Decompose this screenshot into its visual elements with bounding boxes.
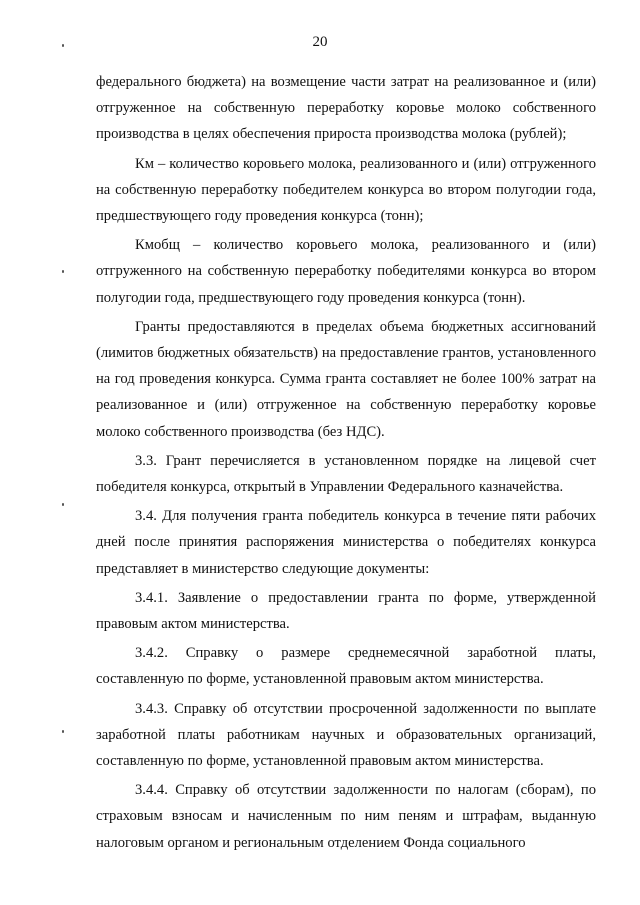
paragraph: 3.4.1. Заявление о предоставлении гранта по форме, утвержденной правовым актом министерства.: [96, 589, 596, 633]
paragraph: Км – количество коровьего молока, реализованного и (или) отгруженного на собственную переработку победителем конкурса во втором полугодии года, предшествующего году проведения конкурса (тонн);: [96, 155, 596, 225]
paragraph: федерального бюджета) на возмещение части затрат на реализованное и (или) отгруженное на собственную переработку коровье молоко собственного производства в целях обеспечения прироста производства молока (рублей);: [96, 74, 596, 143]
paragraph: 3.4.2. Справку о размере среднемесячной заработной платы, составленную по форме, установленной правовым актом министерства.: [96, 645, 596, 688]
paragraph: 3.4. Для получения гранта победитель конкурса в течение пяти рабочих дней после принятия распоряжения министерства о победителях конкурса представляет в министерство следующие документы:: [96, 508, 596, 577]
paragraph: Кмобщ – количество коровьего молока, реализованного и (или) отгруженного на собственную переработку победителями конкурса во втором полугодии года, предшествующего году проведения конкурса (тонн).: [96, 237, 596, 306]
scan-margin-mark: [62, 270, 64, 273]
paragraph: 3.4.4. Справку об отсутствии задолженности по налогам (сборам), по страховым взносам и начисленным по ним пеням и штрафам, выданную налоговым органом и региональным отделением Фонда социального: [96, 782, 596, 851]
paragraph: 3.4.3. Справку об отсутствии просроченной задолженности по выплате заработной платы работникам научных и образовательных организаций, составленную по форме, установленной правовым актом министерства.: [96, 700, 596, 770]
paragraph: Гранты предоставляются в пределах объема бюджетных ассигнований (лимитов бюджетных обязательств) на предоставление грантов, установленного на год проведения конкурса. Сумма гранта составляет не более 100% затрат на реализованное и (или) отгруженное на собственную переработку коровье молоко собственного производства (без НДС).: [96, 318, 596, 440]
document-body: [96, 69, 596, 859]
scan-margin-mark: [62, 730, 64, 733]
paragraph: 3.3. Грант перечисляется в установленном порядке на лицевой счет победителя конкурса, открытый в Управлении Федерального казначейства.: [96, 452, 596, 496]
page-number: 20: [312, 34, 328, 50]
scan-margin-mark: [62, 503, 64, 506]
scan-margin-mark: [62, 44, 64, 47]
